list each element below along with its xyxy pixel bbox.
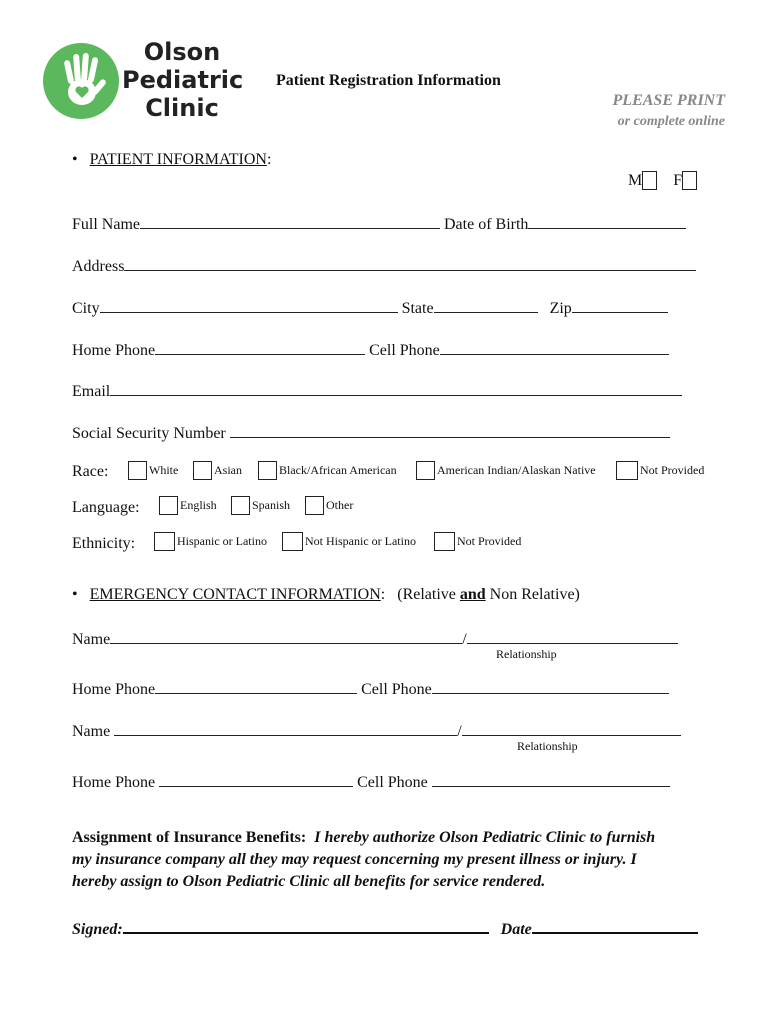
emergency-contact-1-name-row: Name / bbox=[72, 628, 678, 649]
checkbox[interactable] bbox=[128, 461, 147, 480]
sex-selector bbox=[628, 171, 697, 190]
contact-2-relationship-caption: Relationship bbox=[517, 739, 578, 753]
checkbox[interactable] bbox=[416, 461, 435, 480]
contact-2-cell-phone-label: Cell Phone bbox=[357, 774, 428, 791]
clinic-logo-text bbox=[122, 38, 242, 122]
ssn-label: Social Security Number bbox=[72, 425, 226, 442]
checkbox[interactable] bbox=[434, 532, 455, 551]
checkbox[interactable] bbox=[616, 461, 638, 480]
contact-1-cell-phone-label: Cell Phone bbox=[361, 681, 432, 698]
contact-1-name-field[interactable] bbox=[110, 628, 462, 644]
contact-1-cell-phone-field[interactable] bbox=[432, 678, 669, 694]
signature-date-field[interactable] bbox=[532, 917, 698, 934]
language-option-spanish[interactable]: Spanish bbox=[231, 496, 290, 515]
language-option-english[interactable]: English bbox=[159, 496, 217, 515]
email-field[interactable] bbox=[110, 380, 682, 396]
zip-field[interactable] bbox=[572, 297, 668, 313]
full-name-field[interactable] bbox=[140, 213, 440, 229]
home-phone-field[interactable] bbox=[155, 339, 365, 355]
state-field[interactable] bbox=[434, 297, 538, 313]
city-row bbox=[72, 297, 668, 318]
address-label: Address bbox=[72, 258, 125, 275]
assignment-of-benefits: Assignment of Insurance Benefits: I hereby authorize Olson Pediatric Clinic to furnish my insurance company all they may request concerning my present illness or injury. I hereby assign to Olson Pediatric Clinic all benefits for service rendered. bbox=[72, 829, 656, 890]
dob-field[interactable] bbox=[528, 213, 686, 229]
sex-m-label: M bbox=[628, 171, 643, 189]
race-label: Race: bbox=[72, 463, 109, 480]
email-row bbox=[72, 380, 682, 401]
language-option-other[interactable]: Other bbox=[305, 496, 353, 515]
bullet-icon: • bbox=[72, 151, 78, 168]
complete-online-note: or complete online bbox=[617, 114, 725, 129]
contact-2-name-label: Name bbox=[72, 723, 111, 740]
contact-1-relationship-field[interactable] bbox=[467, 628, 678, 644]
cell-phone-field[interactable] bbox=[440, 339, 669, 355]
address-field[interactable] bbox=[124, 255, 696, 271]
patient-info-heading: • PATIENT INFORMATION: bbox=[72, 151, 272, 168]
home-phone-label: Home Phone bbox=[72, 342, 156, 359]
contact-2-cell-phone-field[interactable] bbox=[432, 771, 670, 787]
sex-f-checkbox[interactable] bbox=[682, 171, 697, 190]
contact-1-home-phone-label: Home Phone bbox=[72, 681, 156, 698]
dob-label: Date of Birth bbox=[444, 216, 529, 233]
race-option-not-provided[interactable]: Not Provided bbox=[616, 461, 704, 480]
contact-2-home-phone-label: Home Phone bbox=[72, 774, 156, 791]
page-title: Patient Registration Information bbox=[276, 72, 501, 89]
logo-line-1: Olson bbox=[143, 38, 221, 66]
bullet-icon: • bbox=[72, 586, 78, 603]
ethnicity-label: Ethnicity: bbox=[72, 535, 136, 552]
contact-2-home-phone-field[interactable] bbox=[159, 771, 353, 787]
checkbox[interactable] bbox=[258, 461, 277, 480]
ethnicity-option-not-provided[interactable]: Not Provided bbox=[434, 532, 521, 551]
logo-line-2: Pediatric bbox=[122, 66, 244, 94]
please-print-note: PLEASE PRINT bbox=[612, 92, 725, 109]
ssn-field[interactable] bbox=[230, 422, 670, 438]
race-option-black[interactable]: Black/African American bbox=[258, 461, 397, 480]
emergency-contact-2-name-row: Name / bbox=[72, 720, 681, 741]
clinic-logo-hand-icon bbox=[42, 42, 120, 120]
contact-2-name-field[interactable] bbox=[114, 720, 457, 736]
contact-1-name-label: Name bbox=[72, 631, 111, 648]
race-option-asian[interactable]: Asian bbox=[193, 461, 242, 480]
race-option-american-indian[interactable]: American Indian/Alaskan Native bbox=[416, 461, 596, 480]
state-label: State bbox=[401, 300, 434, 317]
contact-2-relationship-field[interactable] bbox=[462, 720, 681, 736]
emergency-contact-1-phone-row bbox=[72, 678, 669, 699]
checkbox[interactable] bbox=[193, 461, 212, 480]
signature-field[interactable] bbox=[123, 917, 489, 934]
city-label: City bbox=[72, 300, 100, 317]
checkbox[interactable] bbox=[305, 496, 324, 515]
city-field[interactable] bbox=[100, 297, 398, 313]
contact-1-relationship-caption: Relationship bbox=[496, 647, 557, 661]
language-label: Language: bbox=[72, 499, 140, 516]
full-name-label: Full Name bbox=[72, 216, 140, 233]
date-label: Date bbox=[500, 921, 532, 938]
address-row bbox=[72, 255, 696, 276]
assignment-title: Assignment of Insurance Benefits: bbox=[72, 829, 307, 846]
checkbox[interactable] bbox=[231, 496, 250, 515]
checkbox[interactable] bbox=[154, 532, 175, 551]
cell-phone-label: Cell Phone bbox=[369, 342, 440, 359]
email-label: Email bbox=[72, 383, 111, 400]
ethnicity-option-hispanic[interactable]: Hispanic or Latino bbox=[154, 532, 267, 551]
signed-label: Signed: bbox=[72, 921, 123, 938]
checkbox[interactable] bbox=[282, 532, 303, 551]
race-option-white[interactable]: White bbox=[128, 461, 178, 480]
ethnicity-option-not-hispanic[interactable]: Not Hispanic or Latino bbox=[282, 532, 416, 551]
emergency-contact-heading: • EMERGENCY CONTACT INFORMATION: (Relative and Non Relative) bbox=[72, 586, 580, 603]
emergency-contact-2-phone-row bbox=[72, 771, 670, 792]
zip-label: Zip bbox=[549, 300, 572, 317]
ssn-row bbox=[72, 422, 670, 443]
phone-row bbox=[72, 339, 669, 360]
sex-m-checkbox[interactable] bbox=[642, 171, 657, 190]
checkbox[interactable] bbox=[159, 496, 178, 515]
logo-line-3: Clinic bbox=[145, 94, 219, 122]
signature-row bbox=[72, 917, 698, 939]
sex-f-label: F bbox=[673, 171, 683, 189]
full-name-row bbox=[72, 213, 686, 234]
contact-1-home-phone-field[interactable] bbox=[155, 678, 357, 694]
